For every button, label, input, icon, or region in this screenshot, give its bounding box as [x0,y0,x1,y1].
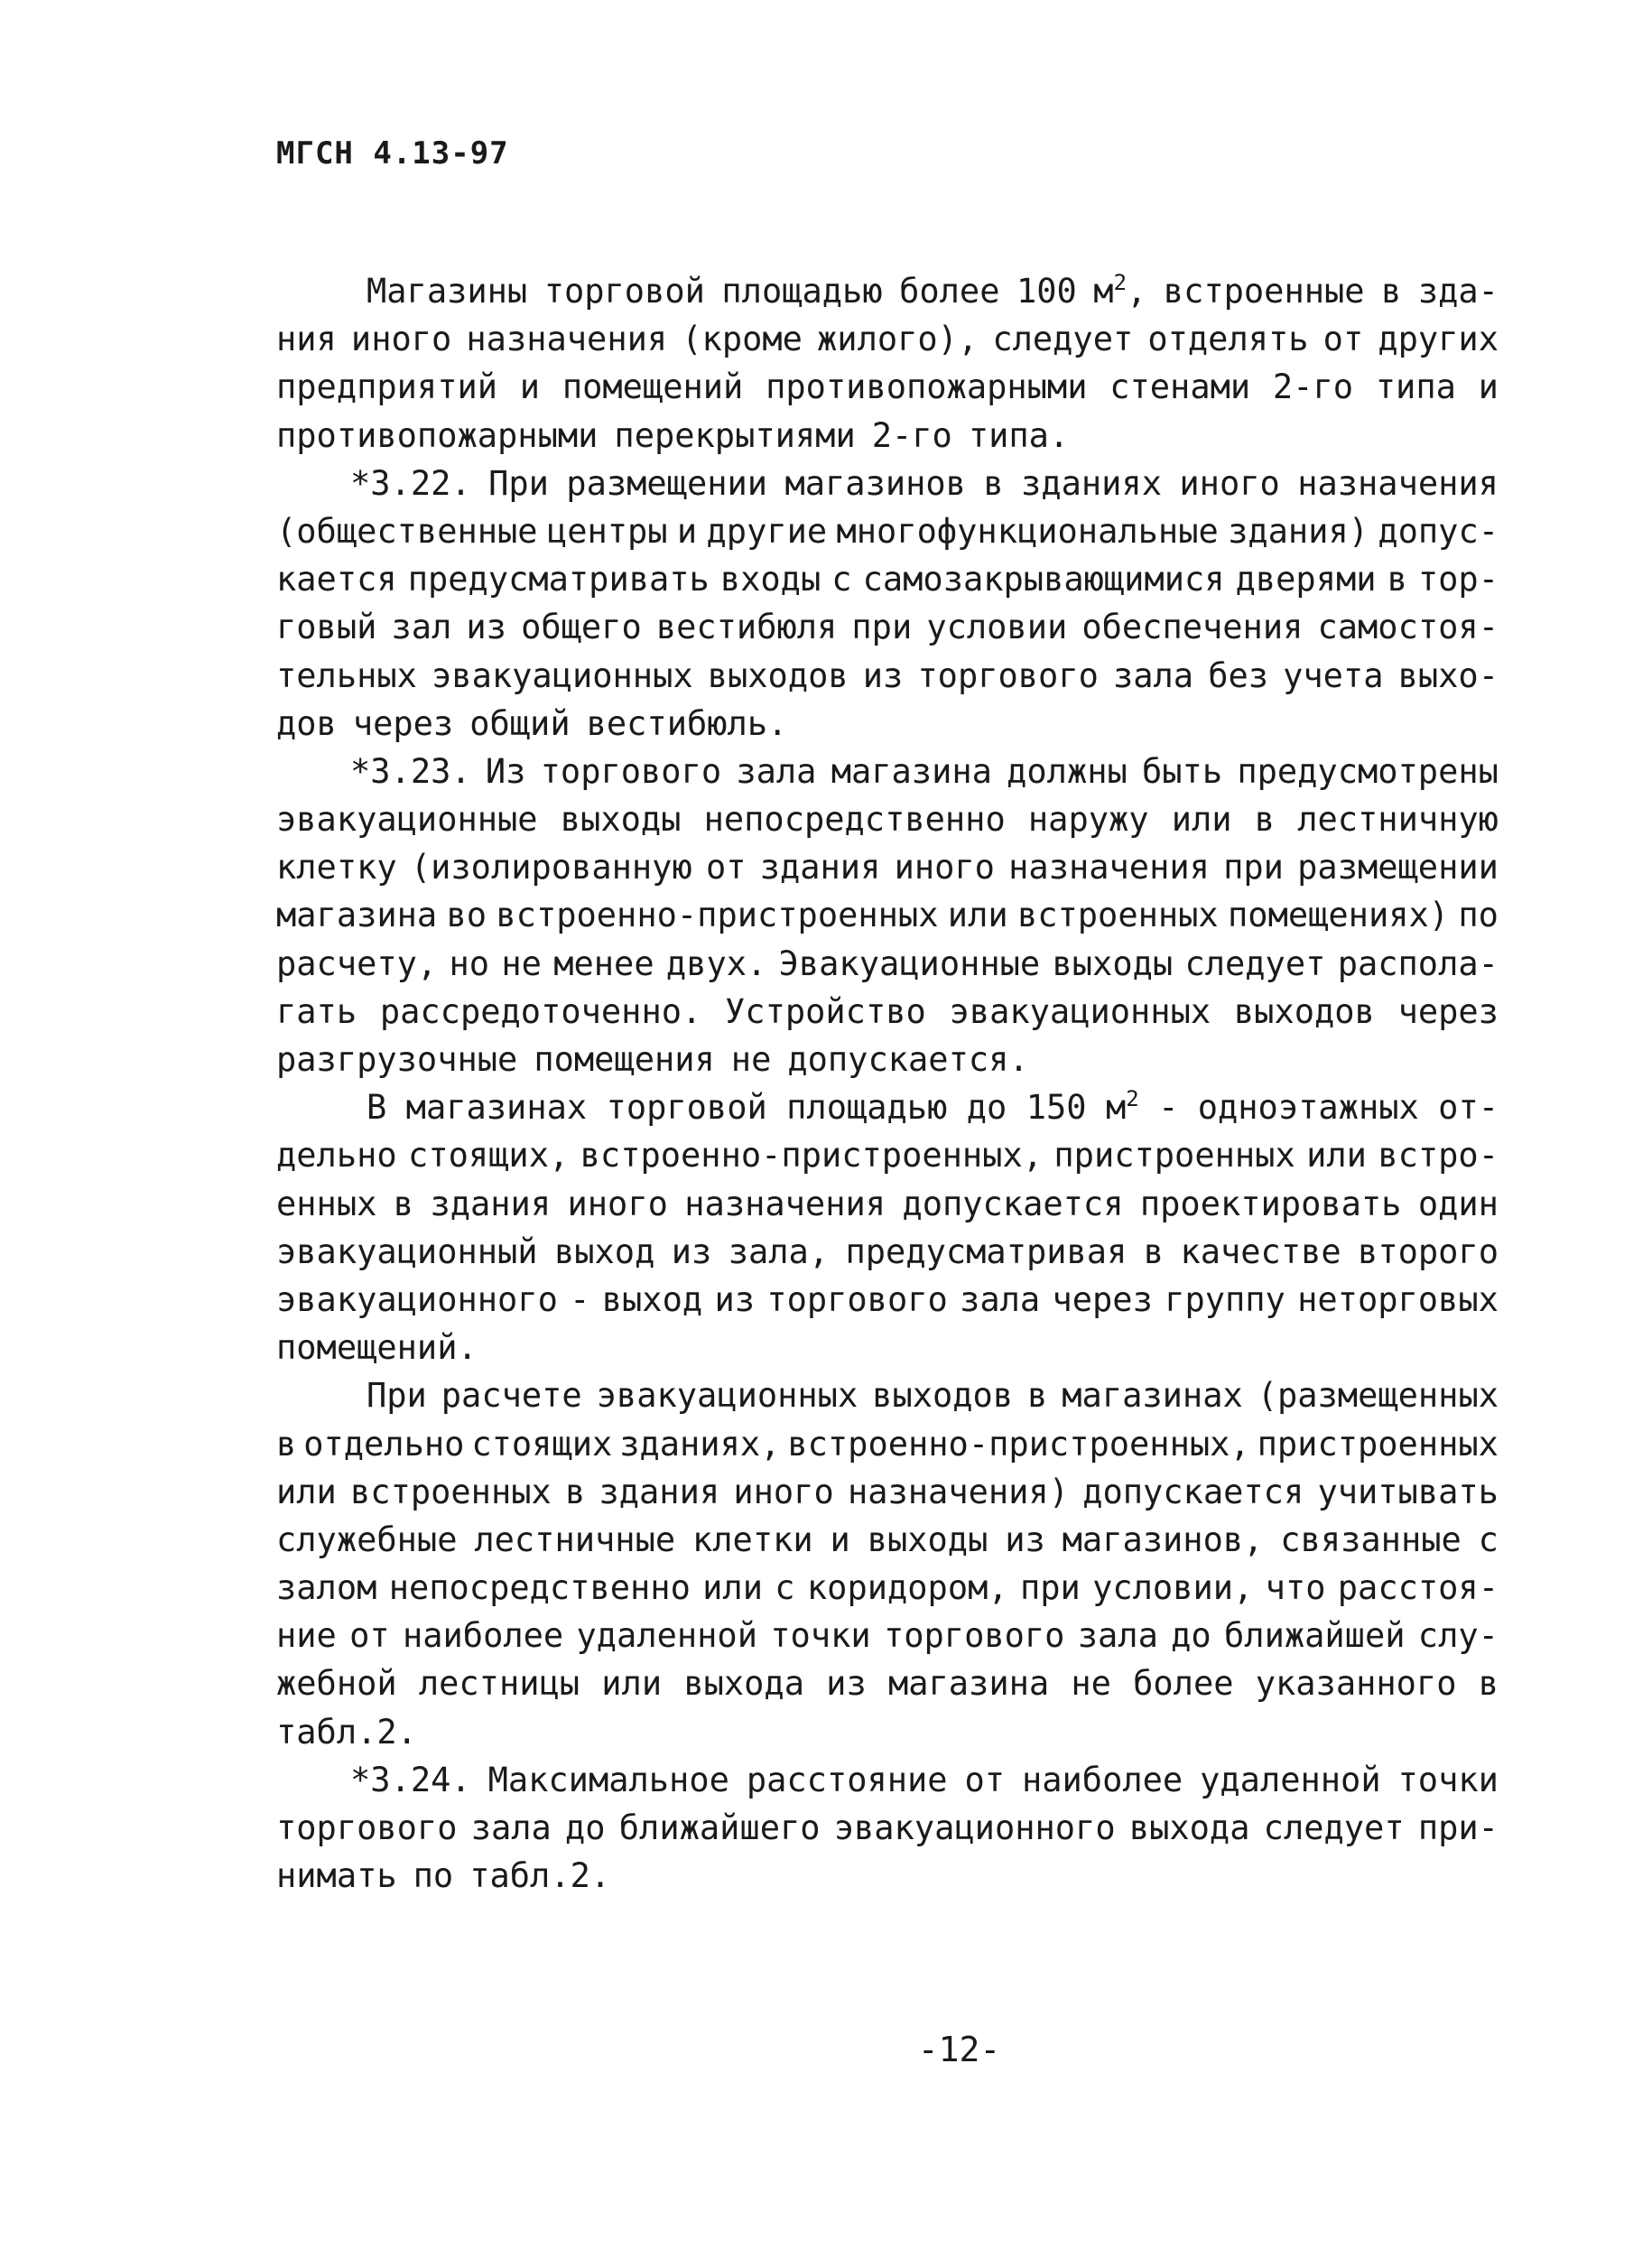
word: или [702,1568,763,1608]
word: торгового [766,1279,948,1319]
text-line [276,555,1499,603]
word: дов [276,703,337,743]
word: эвакуационных [432,655,693,695]
word: более [1133,1664,1234,1704]
word: перекрытиями [614,415,856,455]
word: лестничные [474,1520,676,1559]
word: что [1265,1568,1326,1608]
word: встроенно-пристроенных, [787,1424,1250,1464]
word: - [570,1279,590,1319]
word: в [565,1472,586,1511]
text-line [276,412,1499,460]
word: (кроме [682,320,803,359]
word: типа [1375,367,1456,407]
word: самостоя- [1317,608,1499,647]
word: размещении [1297,848,1499,888]
word: предприятий [276,367,498,407]
word: тор- [1417,560,1499,600]
word: выхода [1128,1808,1250,1847]
word: зала [736,751,817,791]
word: стоящих, [408,1136,570,1176]
word: общего [521,608,642,647]
word: ния [276,320,337,359]
word: ближайшей [1224,1616,1406,1656]
text-line [276,1324,1499,1371]
word: встроенные [1163,272,1365,311]
text-line [276,507,1499,555]
word: следует [992,320,1134,359]
text-line [276,1131,1499,1179]
word: от [349,1616,390,1656]
word: слу- [1417,1616,1499,1656]
word: зда- [1417,272,1499,311]
word: качестве [1180,1232,1341,1271]
word: удаленной [1200,1760,1381,1799]
text-line [276,460,1499,507]
word: клетки [692,1520,813,1559]
word: Устройство [725,991,926,1031]
word: предусматривая [845,1232,1128,1271]
word: или [276,1472,337,1511]
word: не [730,1040,772,1079]
word: неторговых [1297,1279,1499,1319]
word: 2-го [871,415,952,455]
text-line [276,795,1499,843]
word: 2-го [1272,367,1354,407]
word: входы [719,560,821,600]
text-line [276,363,1499,411]
text-line [276,1228,1499,1276]
word: иного [350,320,452,359]
word: многофункциональные [836,511,1219,551]
word: следует [1263,1808,1405,1847]
word: проектировать [1139,1184,1402,1223]
word: табл.2. [276,1712,417,1752]
word: при- [1417,1808,1499,1847]
word: говый [276,608,377,647]
word: более [899,272,1000,311]
word: распола- [1337,943,1499,983]
word: зала [960,1279,1041,1319]
word: в [1143,1232,1165,1271]
word: из [466,608,506,647]
word: выходов [707,655,849,695]
word: выходы [1052,943,1174,983]
word: коридором, [806,1568,1008,1608]
word: предусматривать [407,560,710,600]
word: удаленной [576,1616,757,1656]
document-body [276,267,1499,1900]
word: дверями [1235,560,1377,600]
word: не [1071,1664,1111,1704]
word: назначения [466,320,668,359]
word: отдельно [303,1424,465,1464]
word: *3.24. [350,1760,471,1799]
word: выходы [867,1520,988,1559]
word: или [1171,800,1232,840]
word: наиболее [402,1616,564,1656]
word: в [393,1184,414,1223]
word: (изолированную [410,848,692,888]
document-code-header: МГСН 4.13-97 [276,135,509,172]
word: эвакуационного [833,1808,1116,1847]
word: встро- [1378,1136,1499,1176]
word: торгового [917,655,1099,695]
word: допускается [902,1184,1124,1223]
text-line [276,267,1499,315]
word: противопожарными [766,367,1088,407]
text-line [276,1083,1499,1131]
word: встроенно-пристроенных [496,896,939,935]
text-line [276,940,1499,988]
word: назначения) [847,1472,1069,1511]
word: зданиях [1021,463,1162,503]
word: здания) [1228,511,1369,551]
word: назначения [1008,848,1210,888]
word: до [1171,1616,1211,1656]
word: вестибюль. [586,703,788,743]
word: торгового [276,1808,458,1847]
word: из [714,1279,755,1319]
text-line [276,1564,1499,1612]
word: При [367,1376,427,1416]
word: встроенно-пристроенных, [580,1136,1044,1176]
text-line [276,1852,1499,1900]
word: при [1019,1568,1081,1608]
word: отделять [1147,320,1309,359]
word: и [519,367,541,407]
word: ближайшего [618,1808,821,1847]
word: пристроенных [1257,1424,1499,1464]
word: из [862,655,904,695]
word: зала [470,1808,552,1847]
word: $м^2$ [1105,1086,1139,1128]
word: и [676,511,698,551]
word: жилого), [817,320,979,359]
word: эвакуационный [276,1232,538,1271]
word: через [352,703,454,743]
word: назначения [684,1184,886,1223]
word: в [1254,800,1276,840]
word: из [671,1232,712,1271]
word: допус- [1378,511,1499,551]
word: точки [770,1616,871,1656]
text-line [276,1659,1499,1707]
word: торговой [543,272,705,311]
word: табл.2. [469,1856,611,1896]
word: другие [706,511,828,551]
word: гать [276,991,357,1031]
word: здания [599,1472,720,1511]
text-line [276,748,1499,795]
word: непосредственно [703,800,1006,840]
word: залом [276,1568,377,1608]
word: во [446,896,487,935]
word: *3.23. [350,751,471,791]
word: магазина [887,1664,1050,1704]
word: выходы [560,800,682,840]
word: зал [391,608,452,647]
word: Эвакуационные [778,943,1041,983]
text-line [276,1468,1499,1516]
word: енных [276,1184,377,1223]
word: противопожарными [276,415,599,455]
word: площадью [721,272,883,311]
word: разгрузочные [276,1040,518,1079]
word: тельных [276,655,417,695]
word: нимать [276,1856,397,1896]
word: лестницы [418,1664,580,1704]
word: магазинов [784,463,966,503]
word: от- [1438,1088,1499,1128]
text-line [276,1276,1499,1324]
word: вестибюля [655,608,838,647]
word: не [501,943,542,983]
word: выход [553,1232,655,1271]
word: помещения [534,1040,715,1079]
word: но [449,943,490,983]
word: иного [733,1472,834,1511]
word: с [831,560,852,600]
text-line [276,1804,1499,1852]
text-line [276,652,1499,700]
word: и [830,1520,850,1559]
word: Максимальное [487,1760,729,1799]
text-line [276,1371,1499,1419]
text-line [276,1612,1499,1659]
text-line [276,1036,1499,1083]
word: торгового [883,1616,1065,1656]
word: зала [1112,655,1194,695]
word: от [1323,320,1364,359]
word: ние [276,1616,337,1656]
word: связанные [1280,1520,1462,1559]
word: расстояние [746,1760,948,1799]
word: *3.22. [350,463,471,503]
word: помещений. [276,1328,478,1368]
word: из [826,1664,867,1704]
word: из [1005,1520,1045,1559]
word: встроенных [1016,896,1219,935]
word: до [565,1808,606,1847]
word: зданиях, [619,1424,781,1464]
word: рассредоточенно. [379,991,702,1031]
word: менее [553,943,654,983]
word: самозакрывающимися [862,560,1225,600]
word: в [1387,560,1407,600]
word: иного [1179,463,1280,503]
word: в [1027,1376,1048,1416]
word: пристроенных [1053,1136,1295,1176]
word: встроенных [350,1472,552,1511]
word: допускается [1082,1472,1304,1511]
word: эвакуационных [949,991,1211,1031]
text-line [276,891,1499,939]
word: помещений [561,367,744,407]
word: предусмотрены [1237,751,1499,791]
word: до [966,1088,1007,1128]
word: зала, [728,1232,830,1271]
word: магазинов, [1062,1520,1264,1559]
word: 150 [1026,1088,1087,1128]
text-line [276,988,1499,1036]
word: выхо- [1397,655,1499,695]
word: наружу [1027,800,1149,840]
word: от [964,1760,1006,1799]
text-line [276,1708,1499,1756]
word: или [601,1664,663,1704]
word: зала [1077,1616,1158,1656]
word: иного [567,1184,668,1223]
word: по [1458,896,1499,935]
word: эвакуационного [276,1279,558,1319]
word: указанного [1255,1664,1457,1704]
word: по [413,1856,454,1896]
word: один [1417,1184,1499,1223]
word: магазинах [405,1088,588,1128]
word: через [1397,991,1499,1031]
word: кается [276,560,397,600]
word: условии [926,608,1068,647]
word: или [947,896,1008,935]
word: в [983,463,1004,503]
word: наиболее [1021,1760,1183,1799]
word: с [775,1568,795,1608]
word: служебные [276,1520,458,1559]
word: двух. [665,943,767,983]
word: точки [1397,1760,1499,1799]
word: (размещенных [1257,1376,1499,1416]
word: 100 [1016,272,1077,311]
word: при [1223,848,1284,888]
word: - [1158,1088,1179,1128]
word: При [488,463,549,503]
word: в [1478,1664,1499,1704]
word: выходов [1233,991,1375,1031]
text-line [276,700,1499,748]
word: второго [1358,1232,1499,1271]
word: расчету, [276,943,438,983]
word: $м^2$, [1093,270,1147,311]
word: Магазины [367,272,528,311]
word: дельно [276,1136,397,1176]
word: торгового [540,751,722,791]
word: назначения [1297,463,1499,503]
word: выход [601,1279,703,1319]
word: центры [546,511,668,551]
word: обеспечения [1081,608,1304,647]
word: в [1381,272,1402,311]
text-line [276,1420,1499,1468]
text-line [276,1516,1499,1564]
word: следует [1184,943,1326,983]
word: в [276,1424,297,1464]
word: магазина [831,751,992,791]
word: быть [1142,751,1223,791]
word: здания [430,1184,552,1223]
word: или [1306,1136,1367,1176]
text-line [276,603,1499,651]
word: выходов [872,1376,1014,1416]
word: эвакуационных [596,1376,858,1416]
word: общий [469,703,571,743]
word: и [1478,367,1499,407]
word: клетку [276,848,397,888]
word: при [851,608,913,647]
word: одноэтажных [1197,1088,1419,1128]
text-line [276,843,1499,891]
word: стоящих [471,1424,613,1464]
word: других [1378,320,1499,359]
word: непосредственно [388,1568,691,1608]
word: лестничную [1297,800,1499,840]
word: группу [1165,1279,1285,1319]
word: эвакуационные [276,800,538,840]
word: условии, [1092,1568,1254,1608]
word: жебной [276,1664,397,1704]
word: здания [759,848,881,888]
word: (общественные [276,511,538,551]
word: торговой [606,1088,767,1128]
word: без [1208,655,1269,695]
text-line [276,1756,1499,1804]
word: Из [485,751,526,791]
word: от [705,848,747,888]
word: иного [894,848,995,888]
word: типа. [968,415,1070,455]
text-line [276,315,1499,363]
word: расстоя- [1337,1568,1499,1608]
word: размещении [566,463,768,503]
text-line [276,1180,1499,1228]
word: площадью [786,1088,948,1128]
word: допускается. [787,1040,1029,1079]
page-number: -12- [917,2030,1001,2069]
word: должны [1007,751,1128,791]
word: расчете [441,1376,582,1416]
word: помещениях) [1228,896,1450,935]
word: с [1478,1520,1499,1559]
word: магазинах [1062,1376,1243,1416]
word: учета [1283,655,1384,695]
word: через [1052,1279,1153,1319]
word: стенами [1109,367,1251,407]
word: учитывать [1317,1472,1499,1511]
word: В [367,1088,387,1128]
word: выхода [683,1664,804,1704]
word: магазина [276,896,438,935]
